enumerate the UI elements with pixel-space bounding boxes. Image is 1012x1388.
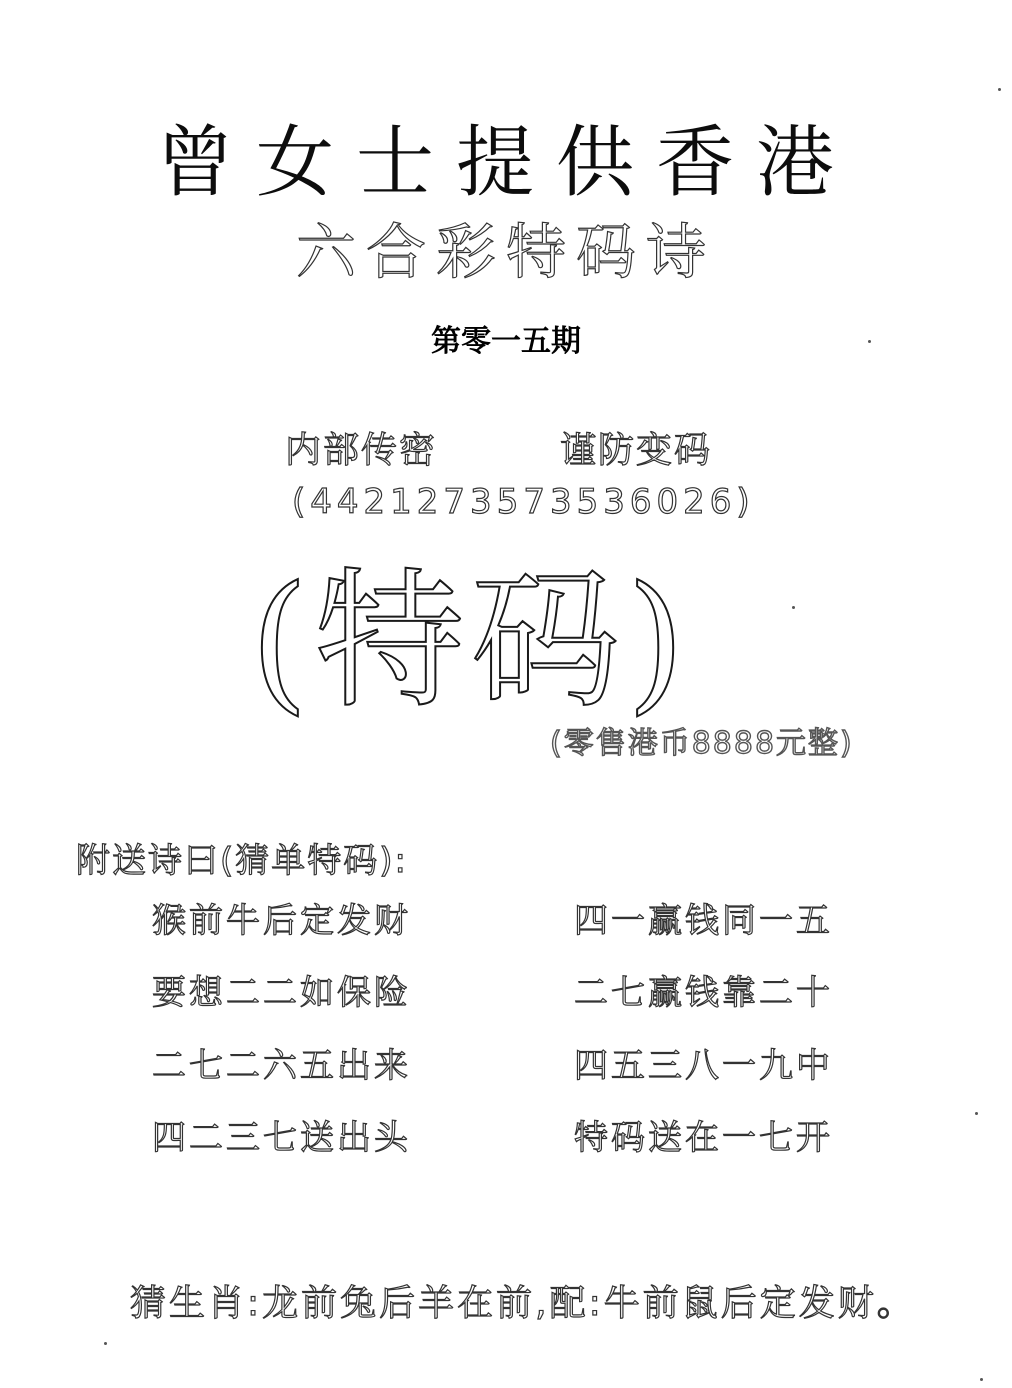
poem-line-right-2: 二七赢钱靠二十 — [574, 973, 833, 1013]
scan-speck — [980, 1378, 983, 1381]
poem-line-left-3: 二七二六五出来 — [152, 1046, 411, 1086]
scan-speck — [792, 606, 795, 609]
poem-line-left-2: 要想二二如保险 — [152, 973, 411, 1013]
caution-label: 谨防变码 — [560, 430, 713, 471]
scan-speck — [998, 88, 1001, 91]
scan-speck — [975, 1112, 978, 1115]
poem-heading: 附送诗曰(猜单特码): — [76, 841, 408, 881]
zodiac-guess-line: 猜生肖:龙前兔后羊在前,配:牛前鼠后定发财。 — [130, 1283, 916, 1324]
code-number: (4421273573536026) — [292, 482, 755, 522]
big-special-code: (特码) — [250, 555, 692, 729]
issue-number: 第零一五期 — [431, 324, 581, 359]
scan-speck — [868, 340, 871, 343]
poem-line-left-4: 四二三七送出头 — [152, 1118, 411, 1158]
poem-line-left-1: 猴前牛后定发财 — [152, 901, 411, 941]
document-title: 曾女士提供香港 — [155, 118, 856, 208]
price-note: (零售港币8888元整) — [550, 726, 854, 761]
document-subtitle: 六合彩特码诗 — [296, 218, 716, 288]
poem-line-right-4: 特码送在一七开 — [574, 1118, 833, 1158]
scan-speck — [104, 1342, 107, 1345]
poem-line-right-3: 四五三八一九中 — [574, 1046, 833, 1086]
internal-secret-label: 内部传密 — [285, 430, 438, 471]
poem-line-right-1: 四一赢钱同一五 — [574, 901, 833, 941]
